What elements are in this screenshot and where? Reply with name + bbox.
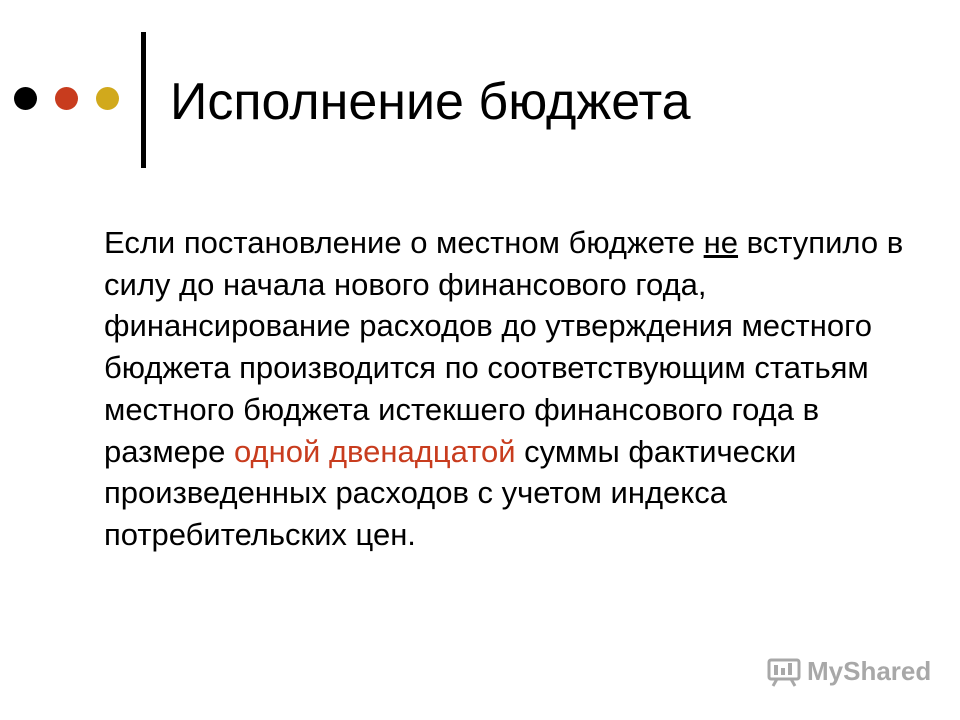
dot-red <box>55 87 78 110</box>
watermark-text: MyShared <box>807 656 932 686</box>
title-divider <box>141 32 146 168</box>
body-text-part-1: Если постановление о местном бюджете <box>104 225 704 260</box>
presentation-board-icon <box>767 657 801 687</box>
decorative-dots <box>14 87 119 110</box>
body-highlighted-phrase: одной двенадцатой <box>234 433 516 469</box>
watermark <box>767 656 931 687</box>
body-text-part-2: вступило в силу до начала нового финансового года, финансирование расходов до утверждения местного бюджета производится по соответствующим статьям местного бюджета истекшего финансового года в размере <box>104 225 904 469</box>
dot-gold <box>96 87 119 110</box>
slide-title: Исполнение бюджета <box>170 73 691 131</box>
body-text-part-3: суммы фактически произведенных расходов с учетом индекса потребительских цен. <box>104 433 797 552</box>
dot-black <box>14 87 37 110</box>
slide-body-text <box>104 222 924 556</box>
body-underlined-word: не <box>703 225 739 260</box>
